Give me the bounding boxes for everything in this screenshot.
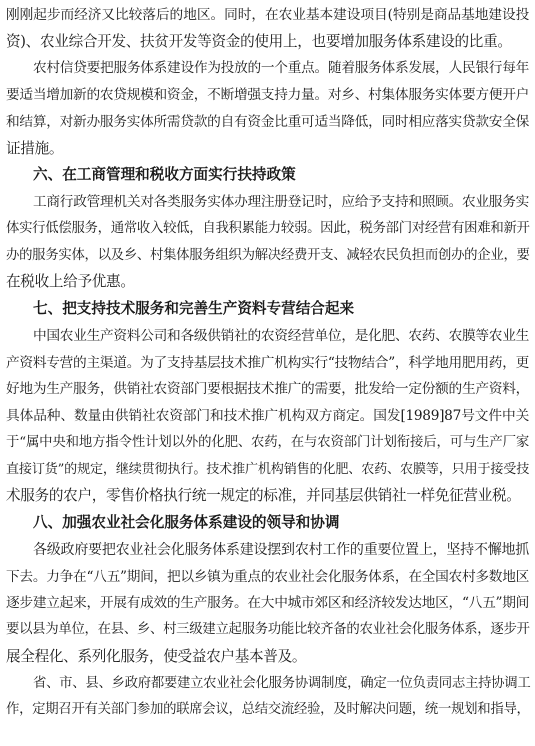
paragraph-line: 于“属中央和地方指令性计划以外的化肥、农药，在与农资部门计划衔接后，可与生产厂家 — [6, 434, 529, 450]
paragraph-line: 农村信贷要把服务体系建设作为投放的一个重点。随着服务体系发展，人民银行每年 — [33, 60, 529, 77]
paragraph-line: 下去。力争在“八五”期间，把以乡镇为重点的农业社会化服务体系，在全国农村多数地区 — [6, 568, 529, 585]
paragraph-line: 资)、农业综合开发、扶贫开发等资金的使用上，也要增加服务体系建设的比重。 — [6, 32, 512, 50]
paragraph-line: 刚刚起步而经济又比较落后的地区。同时，在农业基本建设项目(特别是商品基地建设投 — [6, 7, 529, 23]
paragraph-line: 好地为生产服务，供销社农资部门要根据技术推广的需要，批发给一定份额的生产资料， — [6, 381, 529, 398]
paragraph-line: 各级政府要把农业社会化服务体系建设摆到农村工作的重要位置上，坚持不懈地抓 — [33, 541, 529, 558]
paragraph-line: 办的服务实体，以及乡、村集体服务组织为解决经费开支、减轻农民负担而创办的企业，要 — [6, 247, 530, 263]
paragraph-line: 要适当增加新的农贷规模和资金，不断增强支持力量。对乡、村集体服务实体要方便开户 — [6, 87, 529, 104]
paragraph-line: 术服务的农户，零售价格执行统一规定的标准，并同基层供销社一样免征营业税。 — [6, 487, 521, 505]
section-heading: 八、加强农业社会化服务体系建设的领导和协调 — [33, 514, 340, 532]
paragraph-line: 省、市、县、乡政府都要建立农业社会化服务协调制度，确定一位负责同志主持协调工 — [33, 675, 531, 691]
section-heading: 七、把支持技术服务和完善生产资料专营结合起来 — [33, 300, 355, 318]
paragraph-line: 要以县为单位，在县、乡、村三级建立起服务功能比较齐备的农业社会化服务体系，逐步开 — [6, 622, 530, 638]
paragraph-line: 工商行政管理机关对各类服务实体办理注册登记时，应给予支持和照顾。农业服务实 — [33, 194, 529, 211]
paragraph-line: 中国农业生产资料公司和各级供销社的农资经营单位，是化肥、农药、农膜等农业生 — [33, 327, 529, 344]
paragraph-line: 产资料专营的主渠道。为了支持基层技术推广机构实行“技物结合”，科学地用肥用药，更 — [6, 354, 529, 371]
section-heading: 六、在工商管理和税收方面实行扶持政策 — [33, 166, 296, 184]
paragraph-line: 证措施。 — [6, 139, 64, 157]
paragraph-line: 体实行低偿服务，通常收入较低，自我积累能力较弱。因此，税务部门对经营有困难和新开 — [6, 220, 530, 236]
paragraph-line: 具体品种、数量由供销社农资部门和技术推广机构双方商定。国发[1989]87号文件中关 — [6, 408, 529, 425]
paragraph-line: 作，定期召开有关部门参加的联席会议，总结交流经验，及时解决问题，统一规划和指导， — [6, 702, 530, 718]
paragraph-line: 展全程化、系列化服务，使受益农户基本普及。 — [6, 647, 307, 665]
paragraph-line: 在税收上给予优惠。 — [6, 273, 135, 291]
paragraph-line: 和结算，对新办服务实体所需贷款的自有资金比重可适当降低，同时相应落实贷款安全保 — [6, 113, 529, 130]
paragraph-line: 逐步建立起来，开展有成效的生产服务。在大中城市郊区和经济较发达地区，“八五”期间 — [6, 595, 529, 612]
paragraph-line: 直接订货”的规定，继续贯彻执行。技术推广机构销售的化肥、农药、农膜等，只用于接受技 — [6, 461, 529, 477]
